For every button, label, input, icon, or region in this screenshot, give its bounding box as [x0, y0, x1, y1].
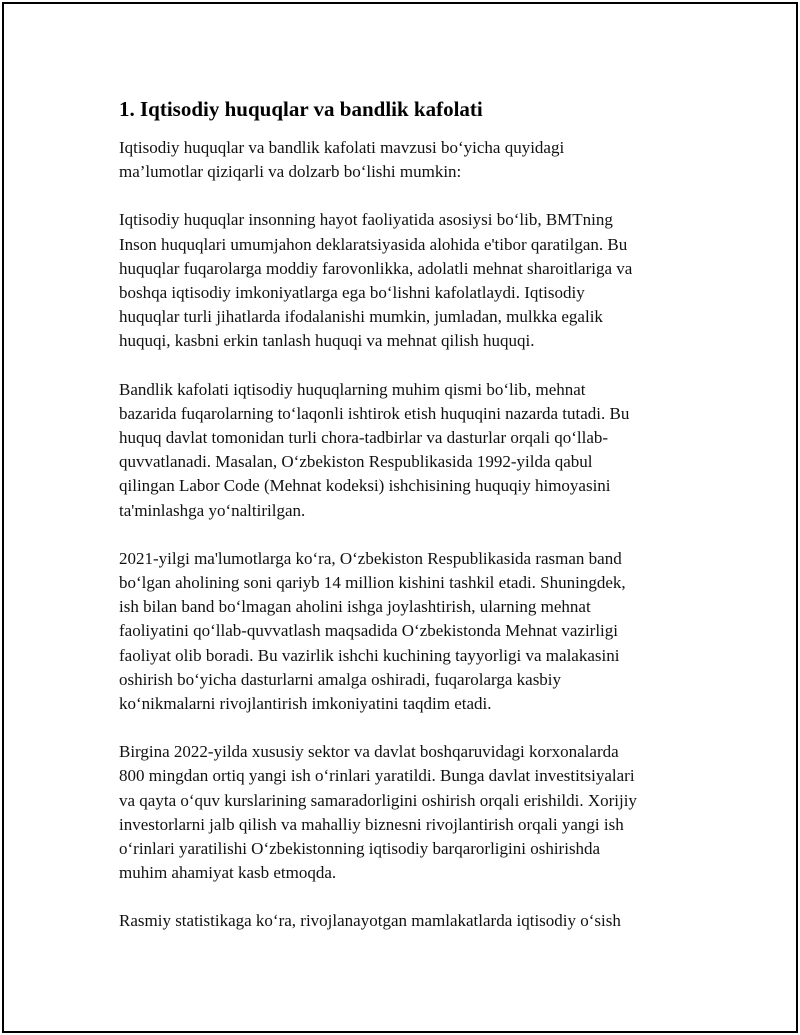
text-line: ta'minlashga yo‘naltirilgan. [119, 500, 306, 520]
page-frame [2, 2, 798, 1033]
text-line: boshqa iqtisodiy imkoniyatlarga ega bo‘lishni kafolatlaydi. Iqtisodiy [119, 283, 585, 303]
paragraph-employment-guarantee [119, 378, 689, 523]
text-line: qilingan Labor Code (Mehnat kodeksi) ishchisining huquqiy himoyasini [119, 476, 611, 496]
text-line: Iqtisodiy huquqlar insonning hayot faoliyatida asosiysi bo‘lib, BMTning [119, 210, 613, 230]
text-line: 2021-yilgi ma'lumotlarga ko‘ra, O‘zbekiston Respublikasida rasman band [119, 548, 622, 568]
text-line: muhim ahamiyat kasb etmoqda. [119, 863, 337, 883]
text-line: Birgina 2022-yilda xususiy sektor va davlat boshqaruvidagi korxonalarda [119, 742, 619, 762]
text-line: huquqlar fuqarolarga moddiy farovonlikka, adolatli mehnat sharoitlariga va [119, 258, 633, 278]
text-line: huquqlar turli jihatlarda ifodalanishi mumkin, jumladan, mulkka egalik [119, 307, 603, 327]
text-line: quvvatlanadi. Masalan, O‘zbekiston Respublikasida 1992-yilda qabul [119, 452, 593, 472]
text-line: bo‘lgan aholining soni qariyb 14 million kishini tashkil etadi. Shuningdek, [119, 573, 626, 593]
text-line: Iqtisodiy huquqlar va bandlik kafolati mavzusi bo‘yicha quyidagi [119, 138, 565, 157]
text-line: va qayta o‘quv kurslarining samaradorligini oshirish orqali erishildi. Xorijiy [119, 790, 637, 810]
text-line: faoliyatini qo‘llab-quvvatlash maqsadida O‘zbekistonda Mehnat vazirligi [119, 621, 618, 641]
paragraph-intro [119, 136, 689, 184]
text-line: investorlarni jalb qilish va mahalliy biznesni rivojlantirish orqali yangi ish [119, 814, 624, 834]
paragraph-2021-statistics [119, 547, 689, 716]
text-line: huquqi, kasbni erkin tanlash huquqi va mehnat qilish huquqi. [119, 331, 535, 351]
text-line: ko‘nikmalarni rivojlantirish imkoniyatini taqdim etadi. [119, 694, 492, 714]
text-line: oshirish bo‘yicha dasturlarni amalga oshiradi, fuqarolarga kasbiy [119, 669, 562, 689]
section-heading: 1. Iqtisodiy huquqlar va bandlik kafolati [119, 97, 483, 121]
text-line: faoliyat olib boradi. Bu vazirlik ishchi kuchining tayyorligi va malakasini [119, 645, 620, 665]
paragraph-official-statistics [119, 909, 689, 933]
text-line: Rasmiy statistikaga ko‘ra, rivojlanayotgan mamlakatlarda iqtisodiy o‘sish [119, 911, 621, 931]
paragraph-2022-jobs [119, 740, 689, 885]
text-line: ma’lumotlar qiziqarli va dolzarb bo‘lishi mumkin: [119, 162, 462, 182]
text-line: bazarida fuqarolarning to‘laqonli ishtirok etish huquqini nazarda tutadi. Bu [119, 403, 630, 423]
text-line: 800 mingdan ortiq yangi ish o‘rinlari yaratildi. Bunga davlat investitsiyalari [119, 766, 635, 786]
text-line: ish bilan band bo‘lmagan aholini ishga joylashtirish, ularning mehnat [119, 597, 591, 617]
text-line: Bandlik kafolati iqtisodiy huquqlarning muhim qismi bo‘lib, mehnat [119, 379, 586, 399]
text-line: huquq davlat tomonidan turli chora-tadbirlar va dasturlar orqali qo‘llab- [119, 428, 609, 448]
text-line: o‘rinlari yaratilishi O‘zbekistonning iqtisodiy barqarorligini oshirishda [119, 839, 601, 859]
document-body [119, 96, 689, 958]
paragraph-economic-rights [119, 208, 689, 353]
text-line: Inson huquqlari umumjahon deklaratsiyasida alohida e'tibor qaratilgan. Bu [119, 234, 628, 254]
